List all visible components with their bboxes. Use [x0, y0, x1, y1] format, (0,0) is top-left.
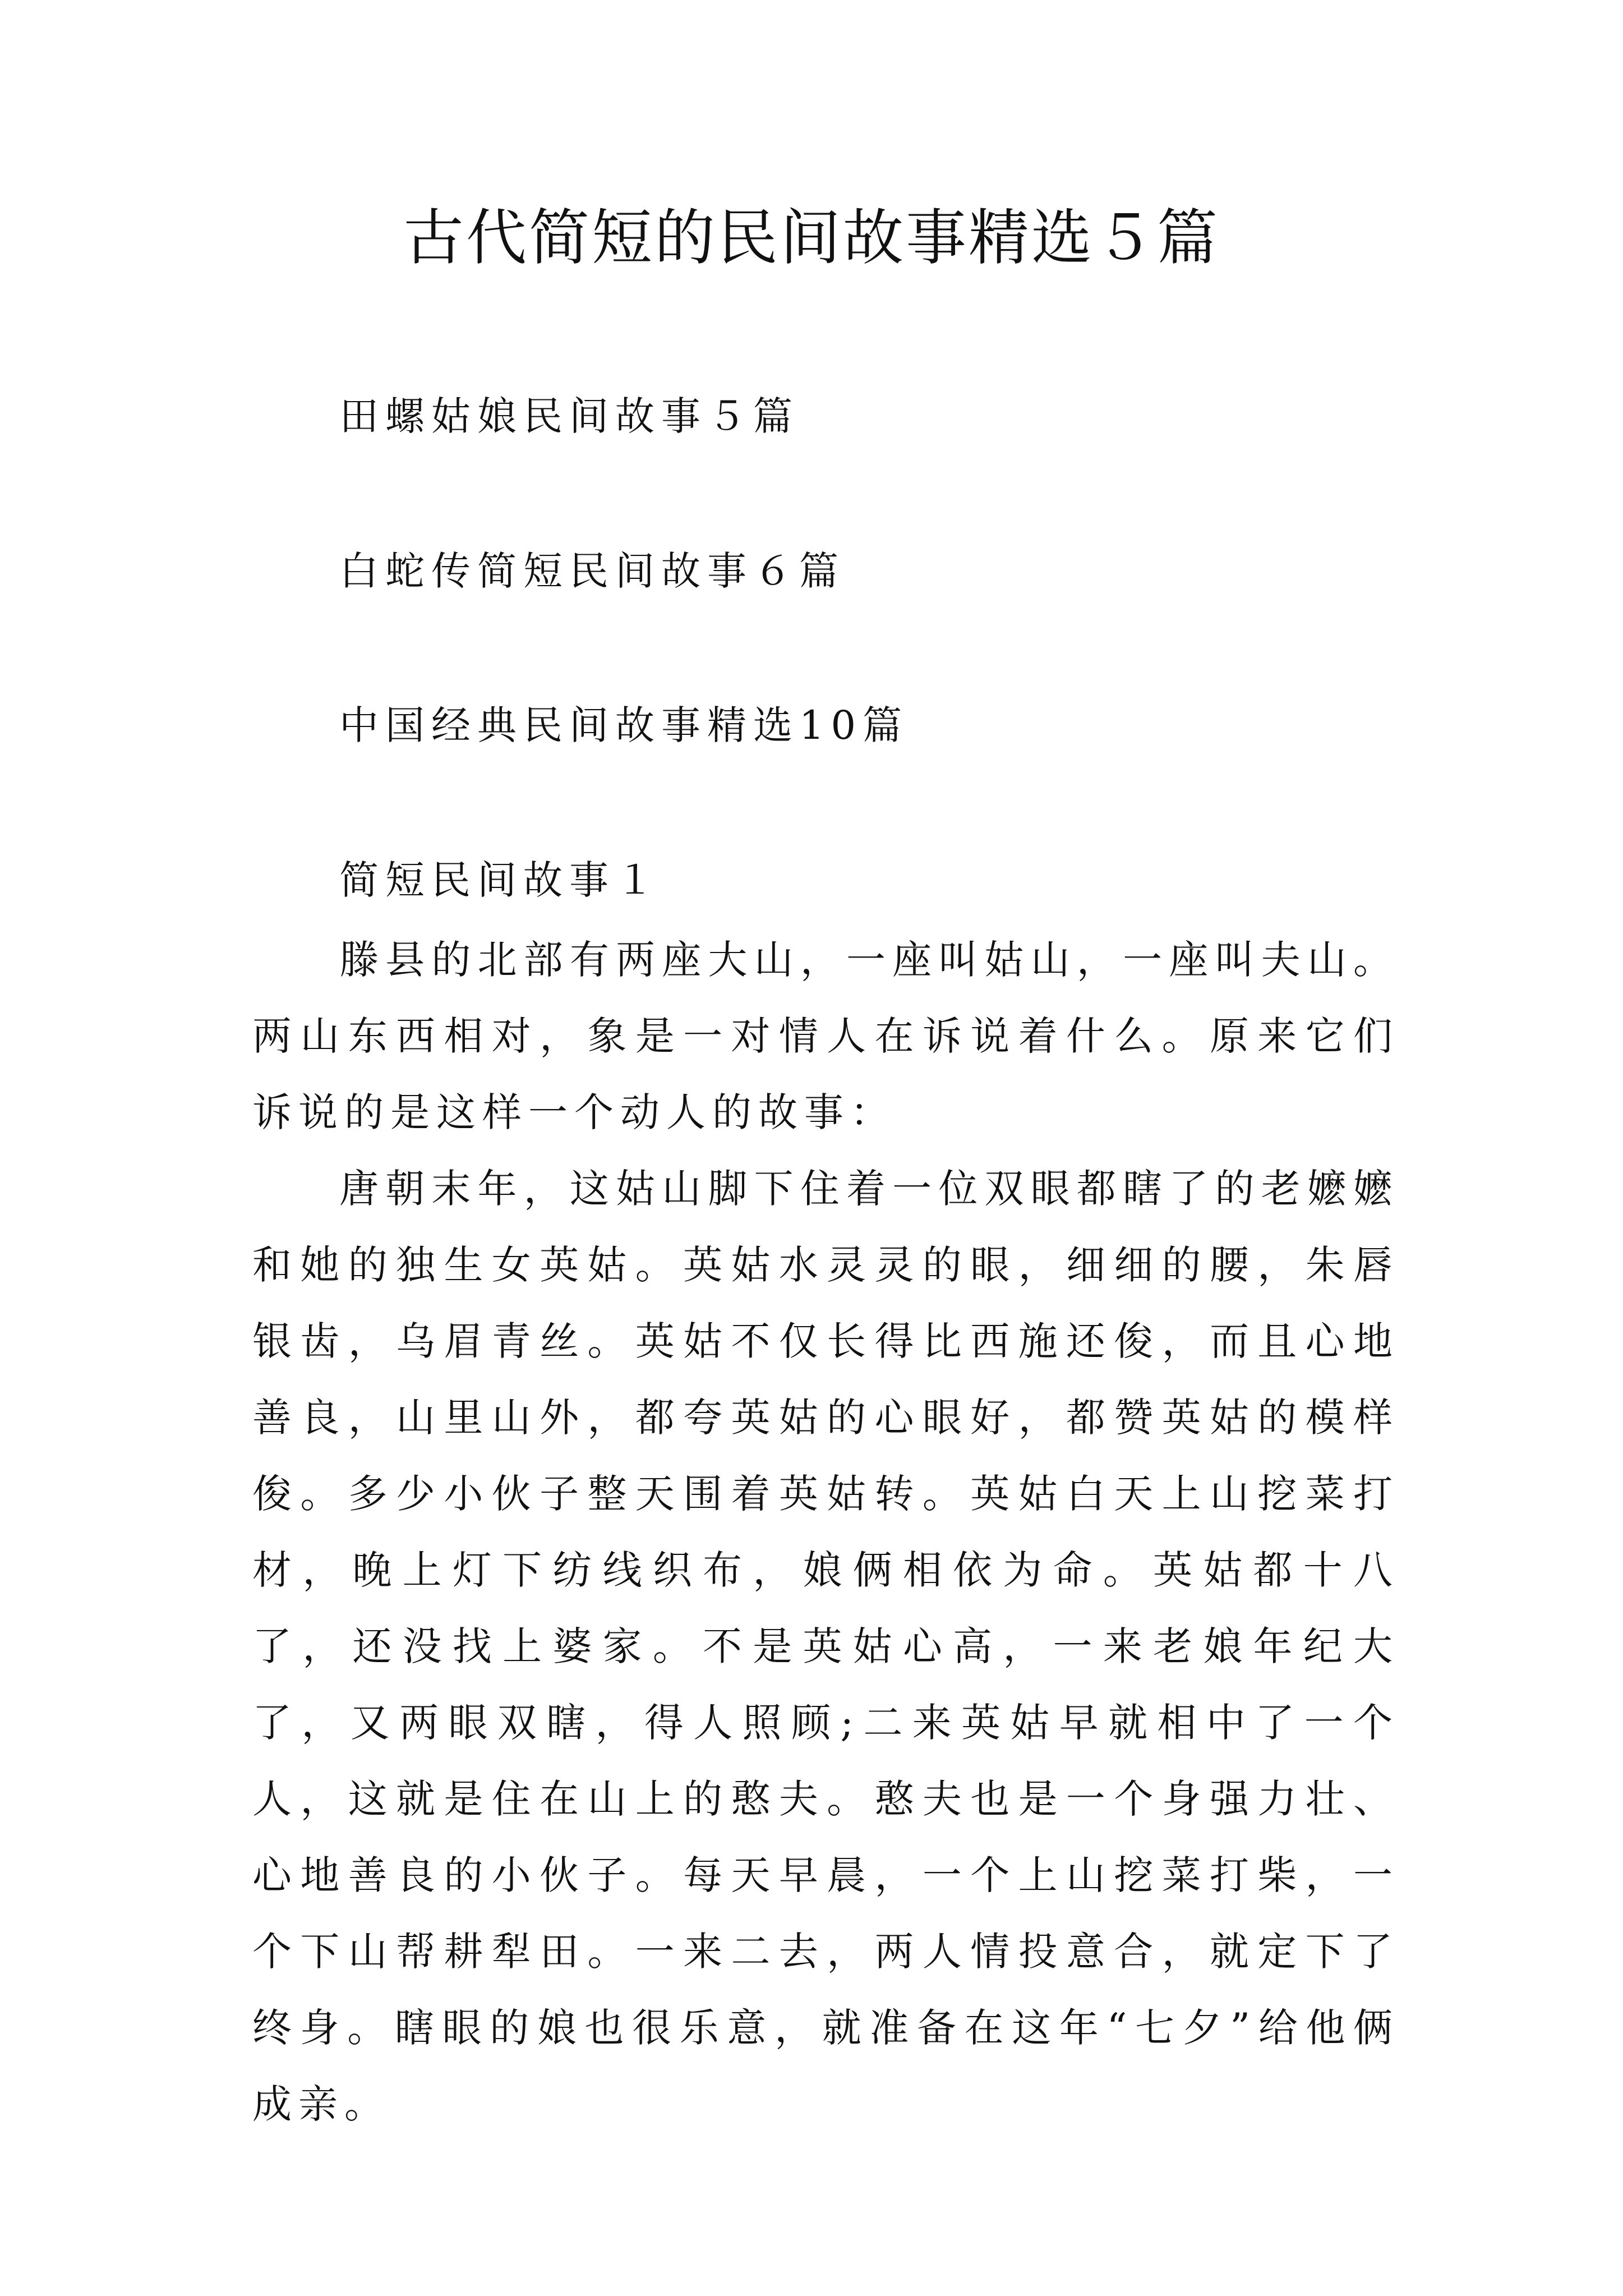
- related-story-link-2[interactable]: 白蛇传简短民间故事６篇: [339, 548, 845, 594]
- related-story-link-3[interactable]: 中国经典民间故事精选10篇: [339, 702, 909, 748]
- story-heading: 简短民间故事１: [339, 857, 661, 903]
- story-paragraph-1: 滕县的北部有两座大山，一座叫姑山，一座叫夫山。两山东西相对，象是一对情人在诉说着什么。原来它们诉说的是这样一个动人的故事：: [252, 937, 1399, 1135]
- related-story-link-1[interactable]: 田螺姑娘民间故事５篇: [339, 393, 799, 439]
- story-paragraph-2: 唐朝末年，这姑山脚下住着一位双眼都瞎了的老嬷嬷和她的独生女英姑。英姑水灵灵的眼，细细的腰，朱唇银齿，乌眉青丝。英姑不仅长得比西施还俊，而且心地善良，山里山外，都夸英姑的心眼好，都赞英姑的模样俊。多少小伙子整天围着英姑转。英姑白天上山挖菜打材，晚上灯下纺线织布，娘俩相依为命。英姑都十八了，还没找上婆家。不是英姑心高，一来老娘年纪大了，又两眼双瞎，得人照顾;二来英姑早就相中了一个人，这就是住在山上的憨夫。憨夫也是一个身强力壮、心地善良的小伙子。每天早晨，一个上山挖菜打柴，一个下山帮耕犁田。一来二去，两人情投意合，就定下了终身。瞎眼的娘也很乐意，就准备在这年“七夕”给他俩成亲。: [252, 1166, 1399, 2127]
- document-title: 古代简短的民间故事精选５篇: [403, 203, 1220, 273]
